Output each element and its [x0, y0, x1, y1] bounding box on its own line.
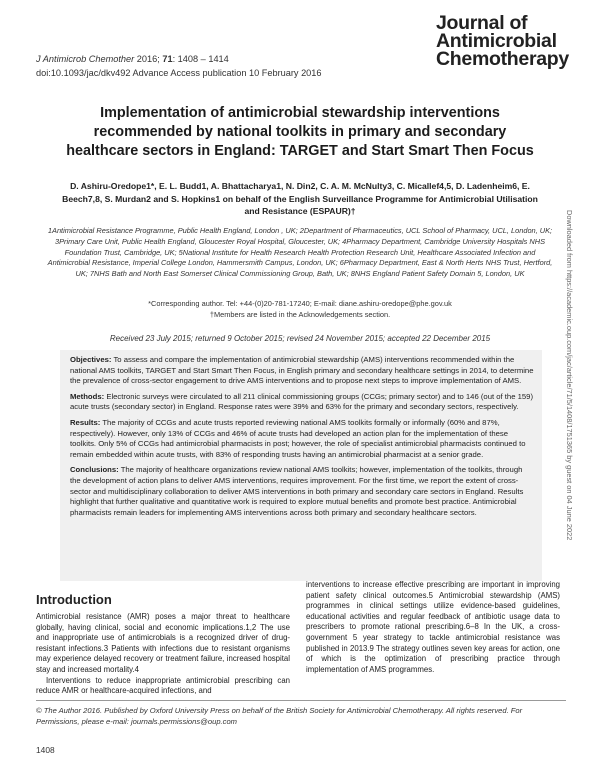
article-title: Implementation of antimicrobial stewardship interventions recommended by national toolkits in primary and secondary healthcare sectors in England: TARGET and Start Smart Then Focus — [66, 105, 534, 159]
author-list: D. Ashiru-Oredope1*, E. L. Budd1, A. Bhattacharya1, N. Din2, C. A. M. McNulty3, C. Micallef4,5, D. Ladenheim6, E. Beech7,8, S. Murdan2 and S. Hopkins1 on behalf of the English Surveillance Programme for Antimicrobial Utilisation and Resistance (ESPAUR)† — [62, 181, 538, 217]
logo-line-2: Antimicrobial — [436, 30, 557, 52]
abstract-objectives — [70, 355, 534, 387]
intro-paragraph-1: Antimicrobial resistance (AMR) poses a major threat to healthcare globally, having clinical, social and economic implications.1,2 The use and inappropriate use of antimicrobials is a recognized driver of drug-resistant infections.3 Patients with infections due to resistant organisms may experience delayed recovery or treatment failure, increased hospital stay and increased mortality.4 — [36, 612, 290, 674]
received-dates: Received 23 July 2015; returned 9 October 2015; revised 24 November 2015; accepted 22 December 2015 — [109, 334, 491, 343]
abstract-conclusions — [70, 465, 534, 518]
abstract-methods — [70, 392, 534, 413]
citation-year: 2016; — [136, 54, 160, 64]
results-label: Results: — [70, 417, 101, 427]
methods-label: Methods: — [70, 391, 105, 401]
intro-paragraph-3: interventions to increase effective prescribing are important in improving patient safety clinical outcomes.5 Antimicrobial stewardship (AMS) programmes in clinical settings utilize evidence-based guidelines, educational activities and regular feedback of antibiotic usage data to prescribers to promote rational prescribing.6–8 In the UK, a cross-government 5 year strategy to tackle antimicrobial resistance was published in 2013.9 The strategy outlines seven key areas for action, one of which is the optimization of prescribing practice through implementation of AMS programmes. — [306, 580, 560, 674]
conclusions-text: The majority of healthcare organizations review national AMS toolkits; however, implementation of the toolkits, through the development of action plans to deliver AMS interventions, requires improvement. For the first time, we report the extent of cross-sector and multidisciplinary collaboration to deliver AMS interventions in both primary and secondary care sectors in England. Results highlight that further qualitative and quantitative work is required to explore mutual benefits and promote best practice. Antimicrobial pharmacists remain leaders for implementing AMS interventions across both primary and secondary healthcare sectors. — [70, 465, 524, 517]
intro-paragraph-2: Interventions to reduce inappropriate antimicrobial prescribing can reduce AMR or healthcare-acquired infections, and — [36, 675, 290, 696]
results-text: The majority of CCGs and acute trusts reported reviewing national AMS toolkits formally or informally (60% and 87%, respectively). However, only 13% of CCGs and 46% of acute trusts had developed an action plan for the implementation of these toolkits. Only 5% of CCGs had antimicrobial pharmacists in post; however, the role of specialist antimicrobial pharmacists continued to remain embedded within acute trusts, with 83% of responding trusts having an antimicrobial pharmacist at a senior grade. — [70, 417, 526, 459]
objectives-text: To assess and compare the implementation of antimicrobial stewardship (AMS) interventions recommended within the national AMS toolkits, TARGET and Start Smart Then Focus, in English primary and secondary healthcare settings in 2014, to determine the prevalence of cross-sector engagement to drive AMS interventions and to propose next steps to improve implementation of AMS. — [70, 355, 534, 386]
introduction-heading: Introduction — [36, 592, 112, 607]
body-column-right — [306, 580, 560, 675]
journal-abbr: J Antimicrob Chemother — [36, 54, 135, 64]
page-number: 1408 — [36, 745, 55, 755]
abstract-box — [60, 350, 542, 581]
abstract-results — [70, 418, 534, 460]
members-note: †Members are listed in the Acknowledgements section. — [209, 309, 391, 319]
journal-logo — [436, 14, 586, 68]
conclusions-label: Conclusions: — [70, 465, 119, 475]
methods-text: Electronic surveys were circulated to all 211 clinical commissioning groups (CCGs; primary sector) and to 146 (out of the 159) acute trusts (secondary sector) in England. Response rates were 39% and 63% for the primary and secondary sectors, respectively. — [70, 391, 534, 412]
affiliations: 1Antimicrobial Resistance Programme, Public Health England, London , UK; 2Department of Pharmaceutics, UCL School of Pharmacy, UCL, London, UK; 3Primary Care Unit, Public Health England, Gloucester Royal Hospital, Gloucester, UK; 4Pharmacy Department, Cambridge University Hospitals NHS Foundation Trust, Cambridge, UK; 5National Institute for Health Research Health Protection Research Unit, Healthcare Associated Infection and Antimicrobial Resistance, Imperial College London, Hammersmith Campus, London, UK; 6Pharmacy Department, East & North Herts NHS Trust, Hertford, UK; 7NHS Bath and North East Somerset Clinical Commissioning Group, Bath, UK; 8NHS England Patient Safety Domain 5, London, UK — [47, 226, 553, 279]
logo-line-1: Journal of — [436, 12, 528, 34]
doi-line: doi:10.1093/jac/dkv492 Advance Access publication 10 February 2016 — [36, 68, 322, 78]
corresponding-author: *Corresponding author. Tel: +44-(0)20-781-17240; E-mail: diane.ashiru-oredope@phe.gov.uk — [148, 299, 452, 308]
body-column-left — [36, 612, 290, 697]
download-sidebar-text: Downloaded from https://academic.oup.com/jac/article/71/5/1408/1751365 by guest on 04 June 2022 — [565, 210, 574, 541]
journal-header — [36, 52, 322, 80]
objectives-label: Objectives: — [70, 355, 112, 364]
logo-line-3: Chemotherapy — [436, 48, 569, 70]
correspondence-block — [60, 299, 540, 321]
copyright-notice: © The Author 2016. Published by Oxford University Press on behalf of the British Society for Antimicrobial Chemotherapy. All rights reserved. For Permissions, please e-mail: journals.permissions@oup.com — [36, 700, 566, 727]
citation-volume: 71 — [162, 54, 173, 64]
citation-pages: : 1408 – 1414 — [172, 54, 229, 64]
